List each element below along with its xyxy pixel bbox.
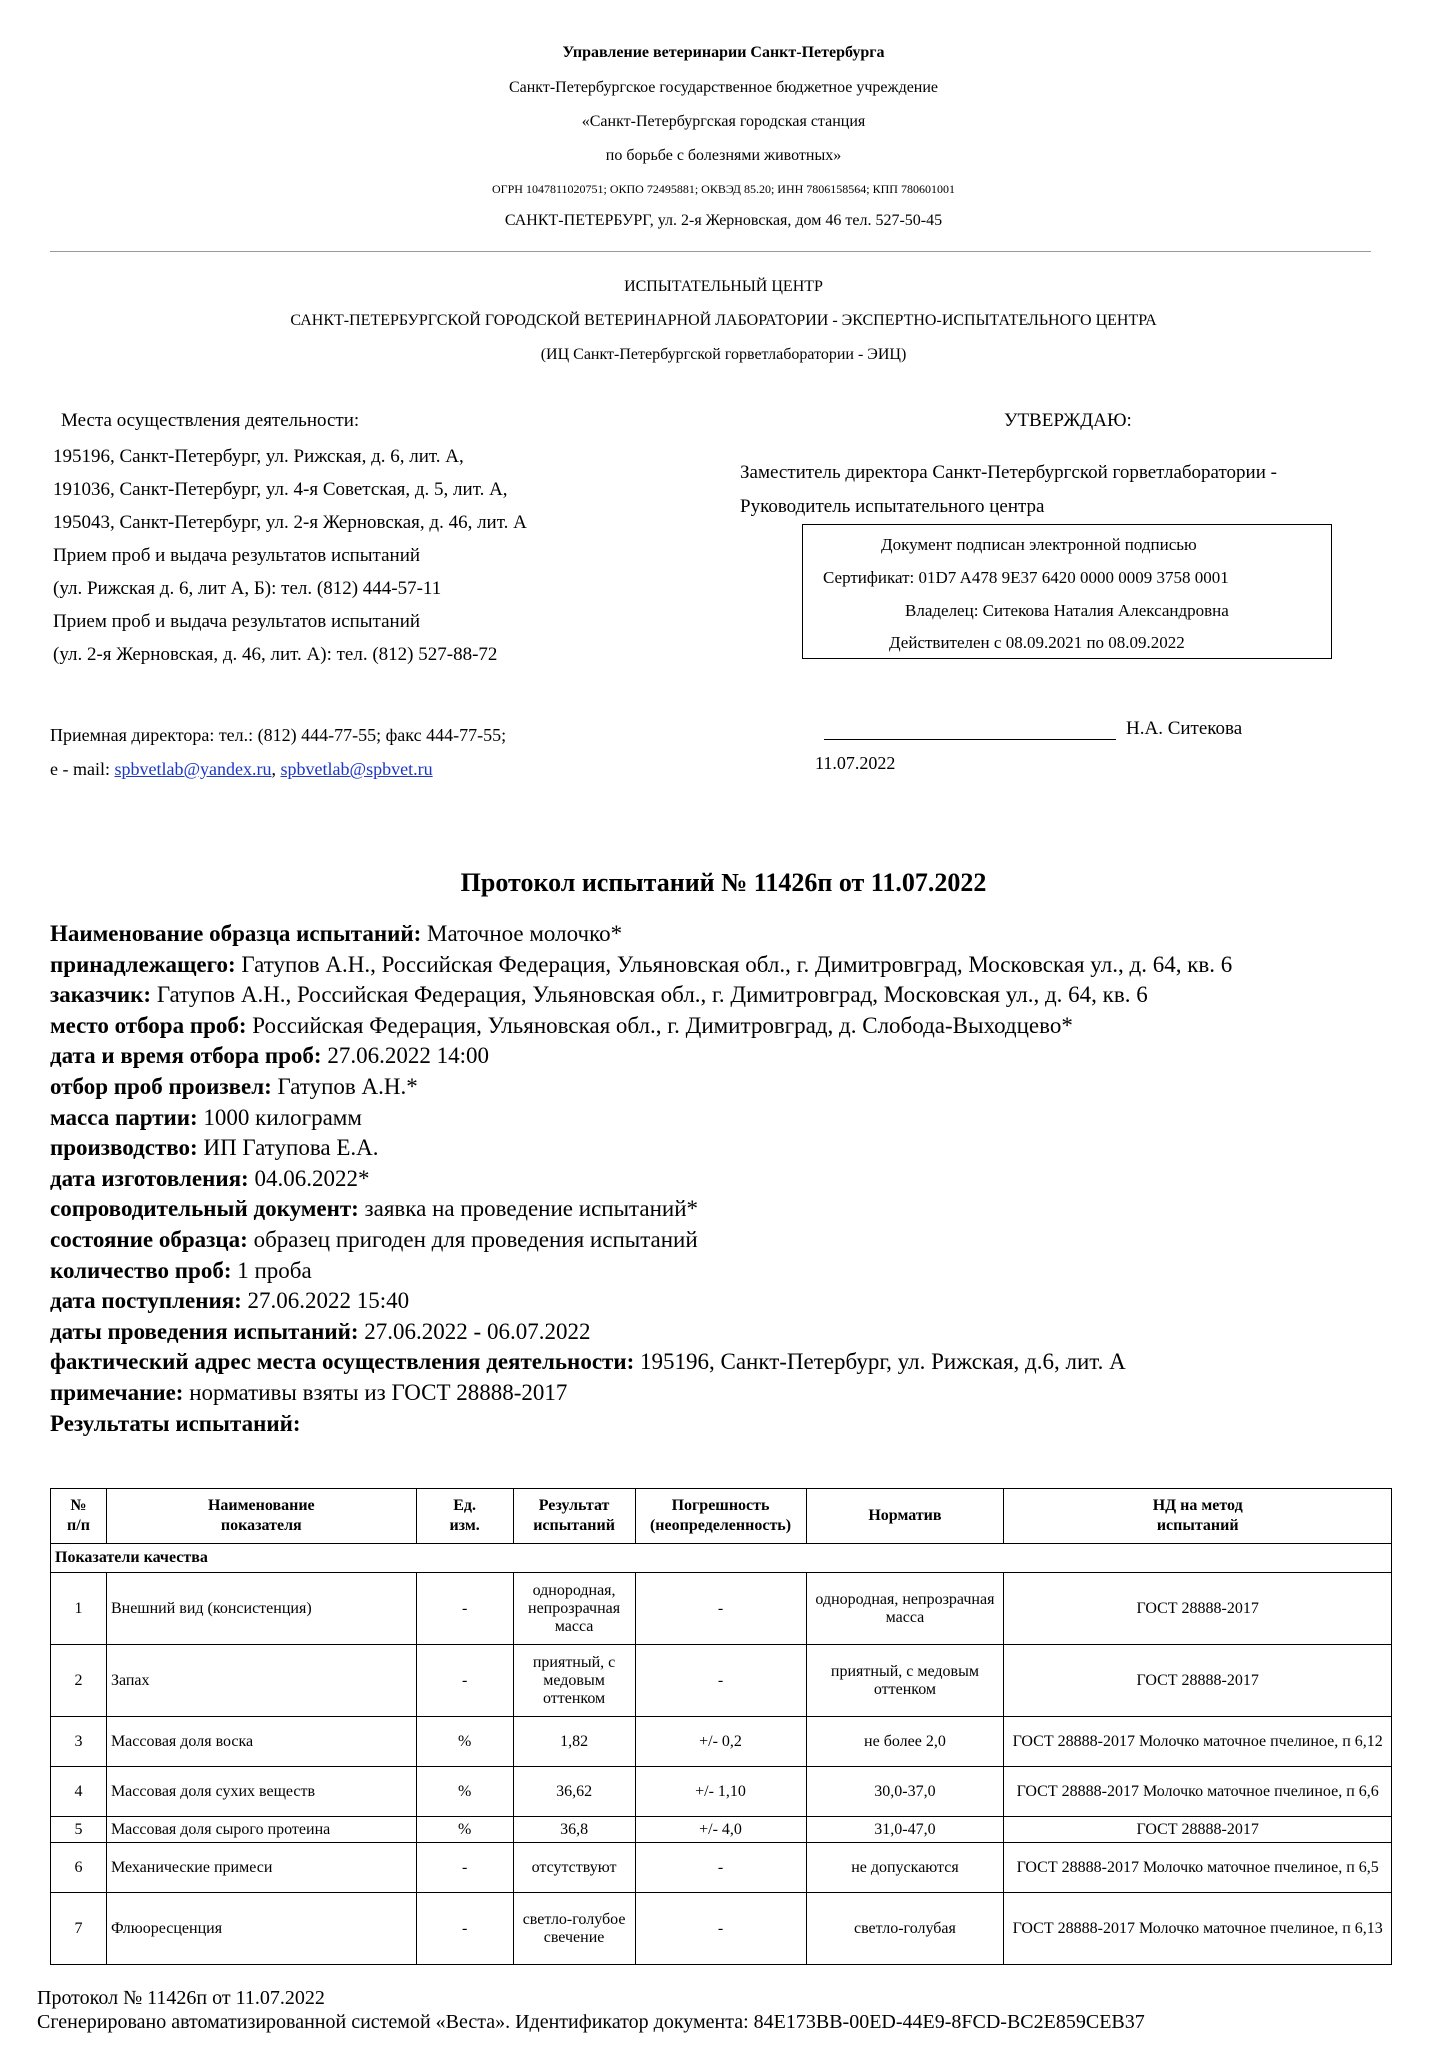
field-label: состояние образца: [50,1226,248,1252]
cell-method: ГОСТ 28888-2017 Молочко маточное пчелиное, п 6,5 [1004,1843,1392,1893]
field-label: масса партии: [50,1104,198,1130]
cell-error: - [635,1573,806,1645]
section-quality: Показатели качества [51,1544,1392,1573]
cell-num: 1 [51,1573,107,1645]
field-value: Российская Федерация, Ульяновская обл., г. Димитровград, д. Слобода-Выходцево* [246,1012,1073,1038]
cell-norm: светло-голубая [806,1893,1004,1965]
cell-name: Массовая доля сырого протеина [106,1817,416,1843]
field-label: количество проб: [50,1257,232,1283]
cell-method: ГОСТ 28888-2017 Молочко маточное пчелиное, п 6,6 [1004,1767,1392,1817]
field-value: 195196, Санкт-Петербург, ул. Рижская, д.6, лит. А [634,1349,1126,1375]
location-line: 195196, Санкт-Петербург, ул. Рижская, д. 6, лит. А, [53,446,464,467]
field-value: 1 проба [231,1257,312,1283]
footer [37,1986,1145,2034]
field-sample-condition [50,1225,1395,1256]
cell-num: 5 [51,1817,107,1843]
field-value: 1000 килограмм [197,1104,362,1130]
header-institution-type: Санкт-Петербургское государственное бюджетное учреждение [508,79,939,96]
cell-name: Флюоресценция [106,1893,416,1965]
results-table [50,1488,1392,1965]
field-note [50,1378,1395,1409]
cell-error: - [635,1893,806,1965]
field-value: 27.06.2022 - 06.07.2022 [358,1318,591,1344]
header-error: Погрешность (неопределенность) [635,1489,806,1544]
field-label: принадлежащего: [50,951,236,977]
location-line: 191036, Санкт-Петербург, ул. 4-я Советская, д. 5, лит. А, [53,479,508,500]
field-test-dates [50,1317,1395,1348]
field-value: Маточное молочко* [421,921,623,946]
reception-phone: Приемная директора: тел.: (812) 444-77-55; факс 444-77-55; [50,725,507,745]
cell-norm: не допускаются [806,1843,1004,1893]
cell-method: ГОСТ 28888-2017 [1004,1573,1392,1645]
signature-line-1: Документ подписан электронной подписью [881,535,1197,554]
cell-name: Массовая доля сухих веществ [106,1767,416,1817]
center-line-3: (ИЦ Санкт-Петербургской горветлаборатории - ЭИЦ) [540,346,907,363]
field-sampling-place [50,1011,1395,1042]
header-result: Результат испытаний [513,1489,635,1544]
electronic-signature-box [802,524,1332,659]
field-label: дата и время отбора проб: [50,1043,322,1069]
field-value: Гатупов А.Н., Российская Федерация, Ульяновская обл., г. Димитровград, Московская ул., д. 64, кв. 6 [235,951,1233,977]
cell-norm: не более 2,0 [806,1717,1004,1767]
cell-num: 7 [51,1893,107,1965]
field-accompanying-document [50,1194,1395,1225]
location-line: Прием проб и выдача результатов испытаний [53,611,421,632]
field-actual-address [50,1347,1395,1378]
cell-result: 36,8 [513,1817,635,1843]
table-row [51,1717,1392,1767]
cell-result: приятный, с медовым оттенком [513,1645,635,1717]
cell-result: отсутствуют [513,1843,635,1893]
table-row [51,1645,1392,1717]
location-line: (ул. 2-я Жерновская, д. 46, лит. А): тел. (812) 527-88-72 [53,644,498,665]
cell-error: +/- 0,2 [635,1717,806,1767]
cell-num: 3 [51,1717,107,1767]
table-section-row [51,1544,1392,1573]
cell-num: 2 [51,1645,107,1717]
cell-norm: приятный, с медовым оттенком [806,1645,1004,1717]
signature-line [824,718,1242,740]
header-institution-name-2: по борьбе с болезнями животных» [605,147,842,164]
table-row [51,1893,1392,1965]
table-row [51,1767,1392,1817]
field-label: сопроводительный документ: [50,1196,359,1222]
field-value: 27.06.2022 14:00 [321,1043,489,1069]
cell-error: - [635,1843,806,1893]
field-label: Наименование образца испытаний: [50,921,422,946]
field-label: дата поступления: [50,1288,242,1314]
cell-unit: - [416,1573,513,1645]
cell-norm: 31,0-47,0 [806,1817,1004,1843]
cell-name: Механические примеси [106,1843,416,1893]
field-customer [50,980,1395,1011]
field-value: Гатупов А.Н.* [271,1073,418,1099]
cell-norm: 30,0-37,0 [806,1767,1004,1817]
header-agency: Управление ветеринарии Санкт-Петербурга [562,44,885,61]
field-value: образец пригоден для проведения испытаний [247,1226,698,1252]
cell-method: ГОСТ 28888-2017 [1004,1817,1392,1843]
header-method: НД на метод испытаний [1004,1489,1392,1544]
cell-method: ГОСТ 28888-2017 Молочко маточное пчелиное, п 6,13 [1004,1893,1392,1965]
approver-position [740,456,1277,524]
header-norm: Норматив [806,1489,1004,1544]
field-sampled-by [50,1072,1395,1103]
field-production-date [50,1164,1395,1195]
field-label: даты проведения испытаний: [50,1318,359,1344]
field-sample-name [50,919,1395,950]
center-line-1: ИСПЫТАТЕЛЬНЫЙ ЦЕНТР [624,278,823,295]
field-value: Гатупов А.Н., Российская Федерация, Ульяновская обл., г. Димитровград, Московская ул., д. 64, кв. 6 [151,982,1148,1008]
cell-method: ГОСТ 28888-2017 Молочко маточное пчелиное, п 6,12 [1004,1717,1392,1767]
field-receipt-date [50,1286,1395,1317]
email-separator: , [271,759,281,779]
field-label: Результаты испытаний: [50,1410,301,1436]
table-header-row [51,1489,1392,1544]
field-value: нормативы взяты из ГОСТ 28888-2017 [183,1379,568,1405]
footer-protocol-ref: Протокол № 11426п от 11.07.2022 [37,1987,325,2009]
field-label: производство: [50,1135,198,1161]
signature-validity: Действителен с 08.09.2021 по 08.09.2022 [889,633,1185,652]
location-line: 195043, Санкт-Петербург, ул. 2-я Жерновская, д. 46, лит. А [53,512,527,533]
email-prefix: e - mail: [50,759,115,779]
signature-certificate: Сертификат: 01D7 A478 9E37 6420 0000 0009 3758 0001 [823,568,1229,587]
cell-unit: - [416,1893,513,1965]
table-row [51,1573,1392,1645]
approver-position-line-1: Заместитель директора Санкт-Петербургской горветлаборатории - [740,462,1277,483]
cell-unit: % [416,1817,513,1843]
cell-name: Запах [106,1645,416,1717]
header-address: САНКТ-ПЕТЕРБУРГ, ул. 2-я Жерновская, дом 46 тел. 527-50-45 [504,212,943,229]
header-divider [50,251,1371,252]
approver-position-line-2: Руководитель испытательного центра [740,496,1045,517]
locations-title: Места осуществления деятельности: [61,410,360,431]
table-row [51,1843,1392,1893]
header-institution-name-1: «Санкт-Петербургская городская станция [581,113,866,130]
field-label: место отбора проб: [50,1012,247,1038]
email-link-spbvet[interactable]: spbvetlab@spbvet.ru [280,759,433,779]
field-value: ИП Гатупова Е.А. [197,1135,379,1161]
email-link-yandex[interactable]: spbvetlab@yandex.ru [114,759,272,779]
cell-error: +/- 1,10 [635,1767,806,1817]
location-line: Прием проб и выдача результатов испытаний [53,545,421,566]
field-value: 04.06.2022* [248,1165,370,1191]
field-label: отбор проб произвел: [50,1073,272,1099]
cell-error: - [635,1645,806,1717]
sample-fields [50,919,1395,1439]
field-sampling-datetime [50,1041,1395,1072]
field-label: фактический адрес места осуществления деятельности: [50,1349,635,1375]
results-heading [50,1409,1395,1440]
header-name: Наименование показателя [106,1489,416,1544]
field-label: дата изготовления: [50,1165,249,1191]
center-line-2: САНКТ-ПЕТЕРБУРГСКОЙ ГОРОДСКОЙ ВЕТЕРИНАРНОЙ ЛАБОРАТОРИИ - ЭКСПЕРТНО-ИСПЫТАТЕЛЬНОГО ЦЕНТРА [290,312,1157,329]
table-row [51,1817,1392,1843]
header-unit: Ед. изм. [416,1489,513,1544]
footer-generated-by: Сгенерировано автоматизированной системой «Веста». Идентификатор документа: 84E173BB-00ED-44E9-8FCD-BC2E859CEB37 [37,2011,1145,2033]
signature-owner: Владелец: Ситекова Наталия Александровна [905,601,1229,620]
cell-result: светло-голубое свечение [513,1893,635,1965]
field-producer [50,1133,1395,1164]
field-owner [50,950,1395,981]
cell-unit: - [416,1645,513,1717]
header-num: № п/п [51,1489,107,1544]
locations-block [53,410,527,671]
cell-name: Внешний вид (консистенция) [106,1573,416,1645]
cell-num: 4 [51,1767,107,1817]
email-line [50,752,506,786]
field-batch-mass [50,1103,1395,1134]
approve-heading: УТВЕРЖДАЮ: [1004,410,1132,431]
cell-unit: - [416,1843,513,1893]
protocol-title: Протокол испытаний № 11426п от 11.07.2022 [460,868,987,897]
cell-error: +/- 4,0 [635,1817,806,1843]
cell-norm: однородная, непрозрачная масса [806,1573,1004,1645]
cell-unit: % [416,1767,513,1817]
header-registration: ОГРН 1047811020751; ОКПО 72495881; ОКВЭД 85.20; ИНН 7806158564; КПП 780601001 [492,182,955,196]
cell-unit: % [416,1717,513,1767]
field-value: 27.06.2022 15:40 [241,1288,410,1314]
field-label: заказчик: [50,982,152,1008]
field-sample-count [50,1256,1395,1287]
field-value: заявка на проведение испытаний* [358,1196,699,1222]
cell-result: 1,82 [513,1717,635,1767]
approval-date: 11.07.2022 [815,753,896,773]
contacts-block [50,718,506,786]
location-line: (ул. Рижская д. 6, лит А, Б): тел. (812) 444-57-11 [53,578,442,599]
signer-name: Н.А. Ситекова [1126,718,1243,739]
signature-blank [824,719,1116,740]
cell-result: 36,62 [513,1767,635,1817]
field-label: примечание: [50,1379,184,1405]
cell-name: Массовая доля воска [106,1717,416,1767]
cell-method: ГОСТ 28888-2017 [1004,1645,1392,1717]
cell-result: однородная, непрозрачная масса [513,1573,635,1645]
cell-num: 6 [51,1843,107,1893]
